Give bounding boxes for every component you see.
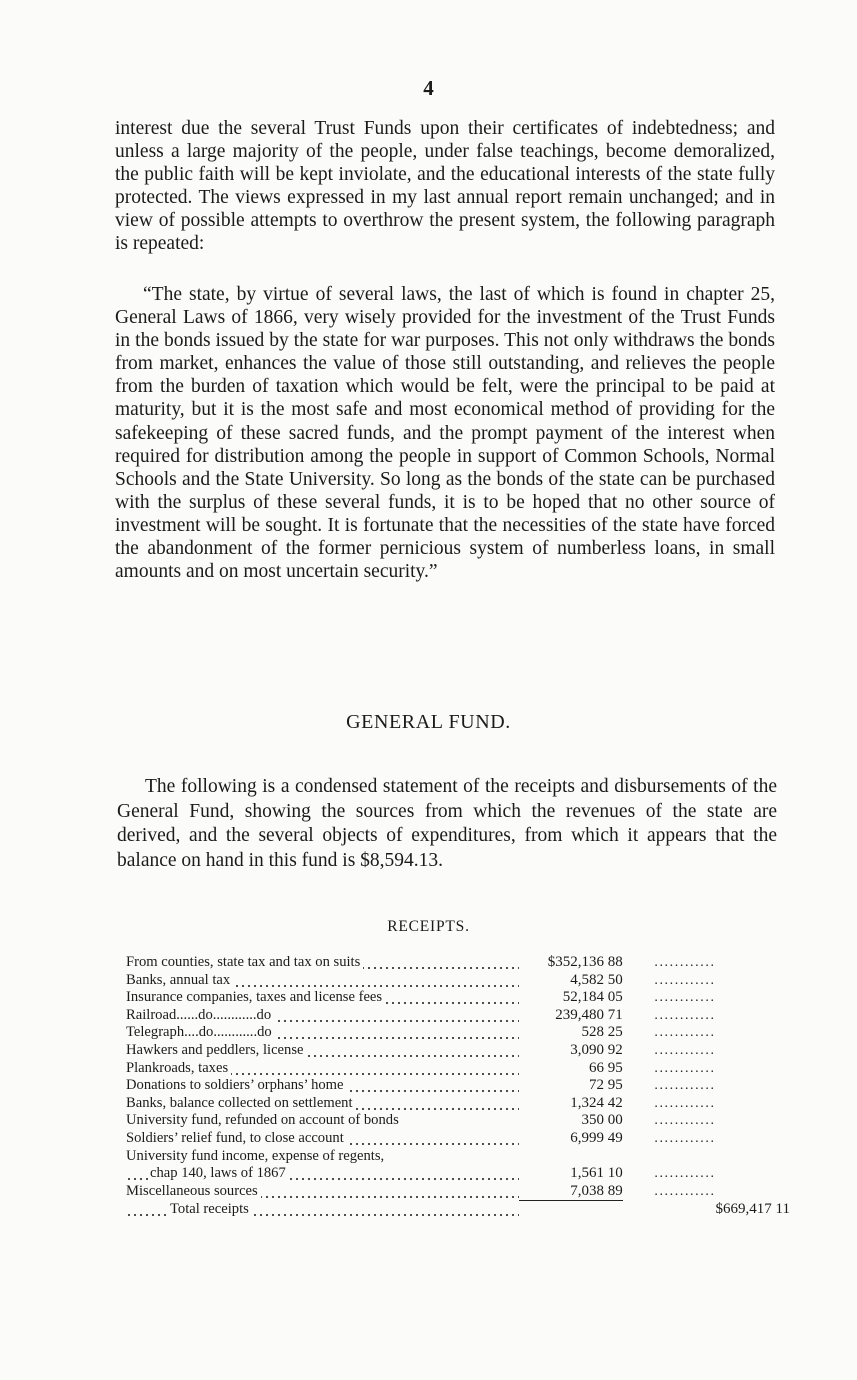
table-row [126, 954, 790, 972]
table-row [126, 1042, 790, 1060]
receipt-amount: 239,480 71 [555, 1006, 623, 1023]
receipt-amount: $352,136 88 [547, 954, 623, 970]
receipt-trail: ............ [654, 1130, 716, 1146]
receipt-label: Hawkers and peddlers, license [126, 1042, 307, 1058]
receipt-label: Railroad......do............do [126, 1007, 274, 1023]
receipt-label: Banks, balance collected on settlement [126, 1095, 356, 1111]
paragraph-quoted-report: “The state, by virtue of several laws, the last of which is found in chapter 25, General Laws of 1866, very wisely provided for the investment of the Trust Funds in the bonds issued by the state for war purposes. This not only withdraws the bonds from market, enhances the value of those still outstanding, and relieves the people from the burden of taxation which would be felt, were the principal to be paid at maturity, but it is the most safe and most economical method of providing for the safekeeping of these sacred funds, and the prompt payment of the interest when required for distribution among the people in support of Common Schools, Normal Schools and the State University. So long as the bonds of the state can be purchased with the surplus of these several funds, it is to be hoped that no other source of investment will be sought. It is fortunate that the necessities of the state have forced the abandonment of the former pernicious system of numberless loans, in small amounts and on most uncertain security.” [115, 284, 775, 583]
receipt-label: Plankroads, taxes [126, 1060, 231, 1076]
table-row [126, 1077, 790, 1095]
receipt-trail: ............ [654, 1042, 716, 1058]
table-row [126, 1148, 790, 1166]
receipt-trail: ............ [654, 1095, 716, 1111]
receipt-label: Insurance companies, taxes and license fees [126, 989, 385, 1005]
receipt-label: Miscellaneous sources [126, 1183, 261, 1199]
table-row [126, 1112, 790, 1130]
table-row [126, 1060, 790, 1078]
table-row [126, 1095, 790, 1113]
receipt-amount: 1,324 42 [570, 1094, 623, 1111]
receipt-trail: ............ [654, 955, 716, 970]
table-row [126, 1024, 790, 1042]
receipt-trail: ............ [654, 990, 716, 1006]
receipts-heading: RECEIPTS. [387, 918, 470, 935]
receipt-label: Donations to soldiers’ orphans’ home [126, 1077, 347, 1093]
receipts-table [126, 954, 790, 1219]
receipt-amount: 350 00 [581, 1112, 623, 1129]
receipt-amount: 7,038 89 [519, 1183, 623, 1201]
table-row [126, 972, 790, 990]
receipt-trail: ............ [654, 1166, 716, 1182]
receipt-trail: ............ [654, 1060, 716, 1076]
table-row [126, 1007, 790, 1025]
receipt-label: chap 140, laws of 1867 [150, 1165, 289, 1181]
receipt-amount: 6,999 49 [570, 1129, 623, 1146]
page-number: 4 [423, 76, 434, 100]
receipt-amount: 72 95 [588, 1077, 623, 1094]
table-row [126, 989, 790, 1007]
total-value: $669,417 11 [715, 1201, 790, 1218]
receipt-amount: 52,184 05 [562, 989, 623, 1006]
receipt-amount: 4,582 50 [570, 971, 623, 988]
receipt-label: Banks, annual tax [126, 972, 233, 988]
receipt-amount: 528 25 [581, 1024, 623, 1041]
receipt-label: University fund income, expense of regents, [126, 1148, 387, 1164]
table-row [126, 1183, 790, 1201]
receipt-amount: 1,561 10 [570, 1165, 623, 1182]
receipt-label: Telegraph....do............do [126, 1024, 275, 1040]
receipt-trail: ............ [654, 1078, 716, 1094]
table-row [126, 1165, 790, 1183]
section-heading: GENERAL FUND. [346, 711, 511, 733]
receipt-label: Soldiers’ relief fund, to close account [126, 1130, 347, 1146]
receipt-amount: 3,090 92 [570, 1041, 623, 1058]
paragraph-general-fund-intro: The following is a condensed statement of the receipts and disbursements of the General Fund, showing the sources from which the revenues of the state are derived, and the several objects of expenditures, from which it appears that the balance on hand in this fund is $8,594.13. [117, 776, 777, 871]
receipt-trail: ............ [654, 1007, 716, 1023]
table-row [126, 1130, 790, 1148]
receipt-trail: ............ [654, 1025, 716, 1041]
receipt-amount: 66 95 [588, 1059, 623, 1076]
total-label: Total receipts [170, 1201, 252, 1217]
receipt-label: From counties, state tax and tax on suits [126, 954, 363, 970]
receipt-label: University fund, refunded on account of bonds [126, 1112, 402, 1128]
paragraph-trust-funds: interest due the several Trust Funds upon their certificates of indebtedness; and unless a large majority of the people, under false teachings, become demoralized, the public faith will be kept inviolate, and the educational interests of the state fully protected. The views expressed in my last annual report remain unchanged; and in view of possible attempts to overthrow the present system, the following paragraph is repeated: [115, 118, 775, 255]
receipt-trail: ............ [654, 1184, 716, 1200]
receipt-trail: ............ [654, 972, 716, 988]
receipt-trail: ............ [654, 1113, 716, 1129]
total-row [126, 1201, 790, 1219]
